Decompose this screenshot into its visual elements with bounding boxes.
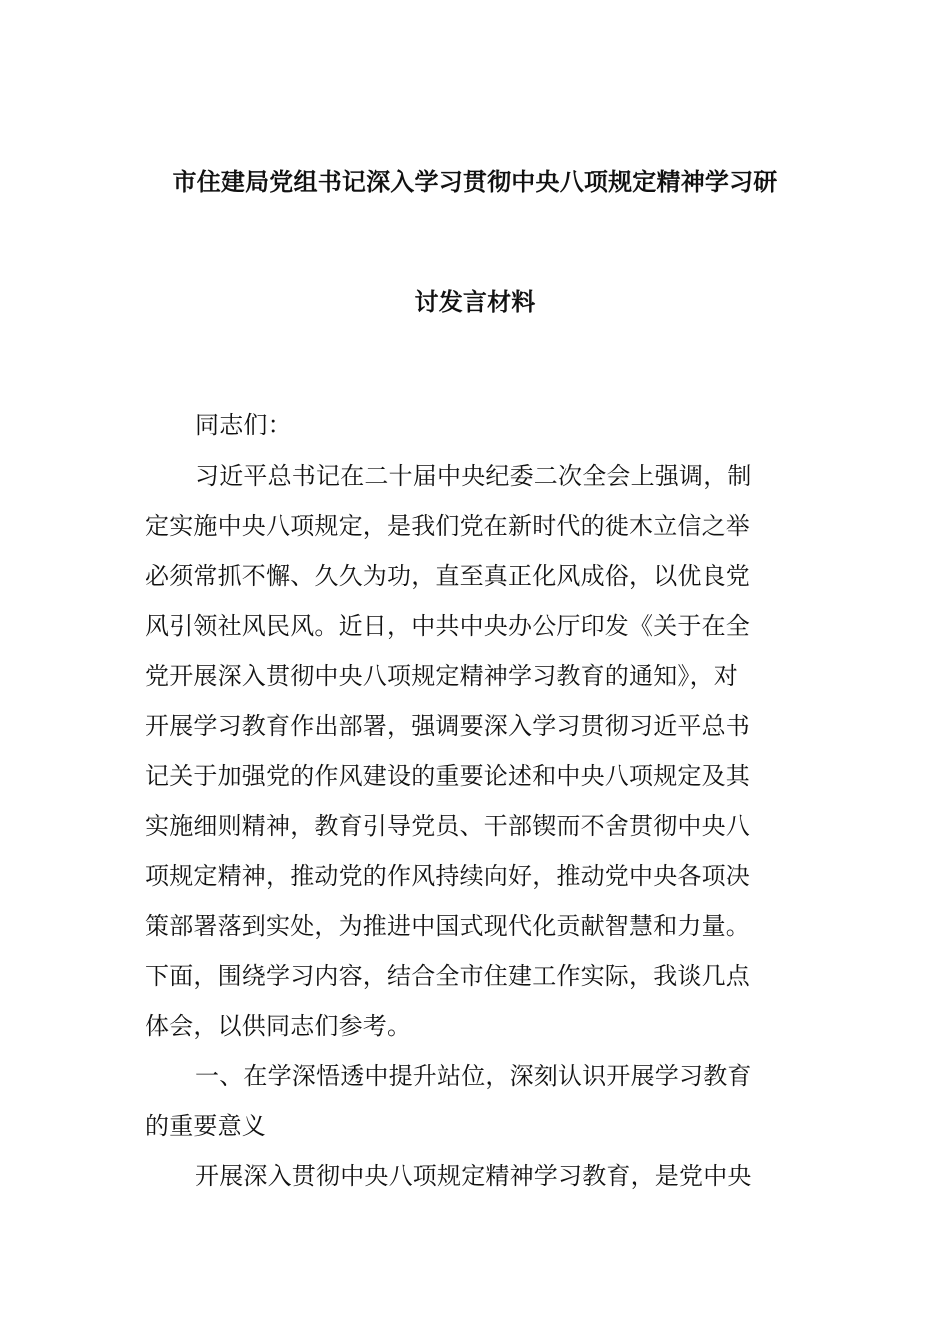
paragraph-1-line: 习近平总书记在二十届中央纪委二次全会上强调，制 — [195, 462, 752, 490]
paragraph-1-line: 项规定精神，推动党的作风持续向好，推动党中央各项决 — [145, 862, 750, 890]
paragraph-1-line: 体会，以供同志们参考。 — [145, 1012, 412, 1040]
section-heading-1-line: 的重要意义 — [145, 1112, 266, 1140]
paragraph-1-line: 记关于加强党的作风建设的重要论述和中央八项规定及其 — [145, 762, 750, 790]
paragraph-1-line: 实施细则精神，教育引导党员、干部锲而不舍贯彻中央八 — [145, 812, 750, 840]
section-heading-1-line: 一、在学深悟透中提升站位，深刻认识开展学习教育 — [195, 1062, 752, 1090]
paragraph-1-line: 党开展深入贯彻中央八项规定精神学习教育的通知》，对 — [145, 662, 738, 690]
paragraph-1-line: 开展学习教育作出部署，强调要深入学习贯彻习近平总书 — [145, 712, 750, 740]
paragraph-1-line: 定实施中央八项规定，是我们党在新时代的徙木立信之举 — [145, 512, 750, 540]
document-title-line-2: 讨发言材料 — [414, 288, 536, 316]
salutation: 同志们： — [195, 411, 292, 439]
paragraph-1-line: 必须常抓不懈、久久为功，直至真正化风成俗，以优良党 — [145, 562, 750, 590]
paragraph-1-line: 策部署落到实处，为推进中国式现代化贡献智慧和力量。 — [145, 912, 750, 940]
document-title-line-1: 市住建局党组书记深入学习贯彻中央八项规定精神学习研 — [172, 168, 778, 196]
paragraph-1-line: 风引领社风民风。近日，中共中央办公厅印发《关于在全 — [145, 612, 750, 640]
paragraph-1-line: 下面，围绕学习内容，结合全市住建工作实际，我谈几点 — [145, 962, 750, 990]
paragraph-2-line: 开展深入贯彻中央八项规定精神学习教育，是党中央 — [195, 1162, 752, 1190]
